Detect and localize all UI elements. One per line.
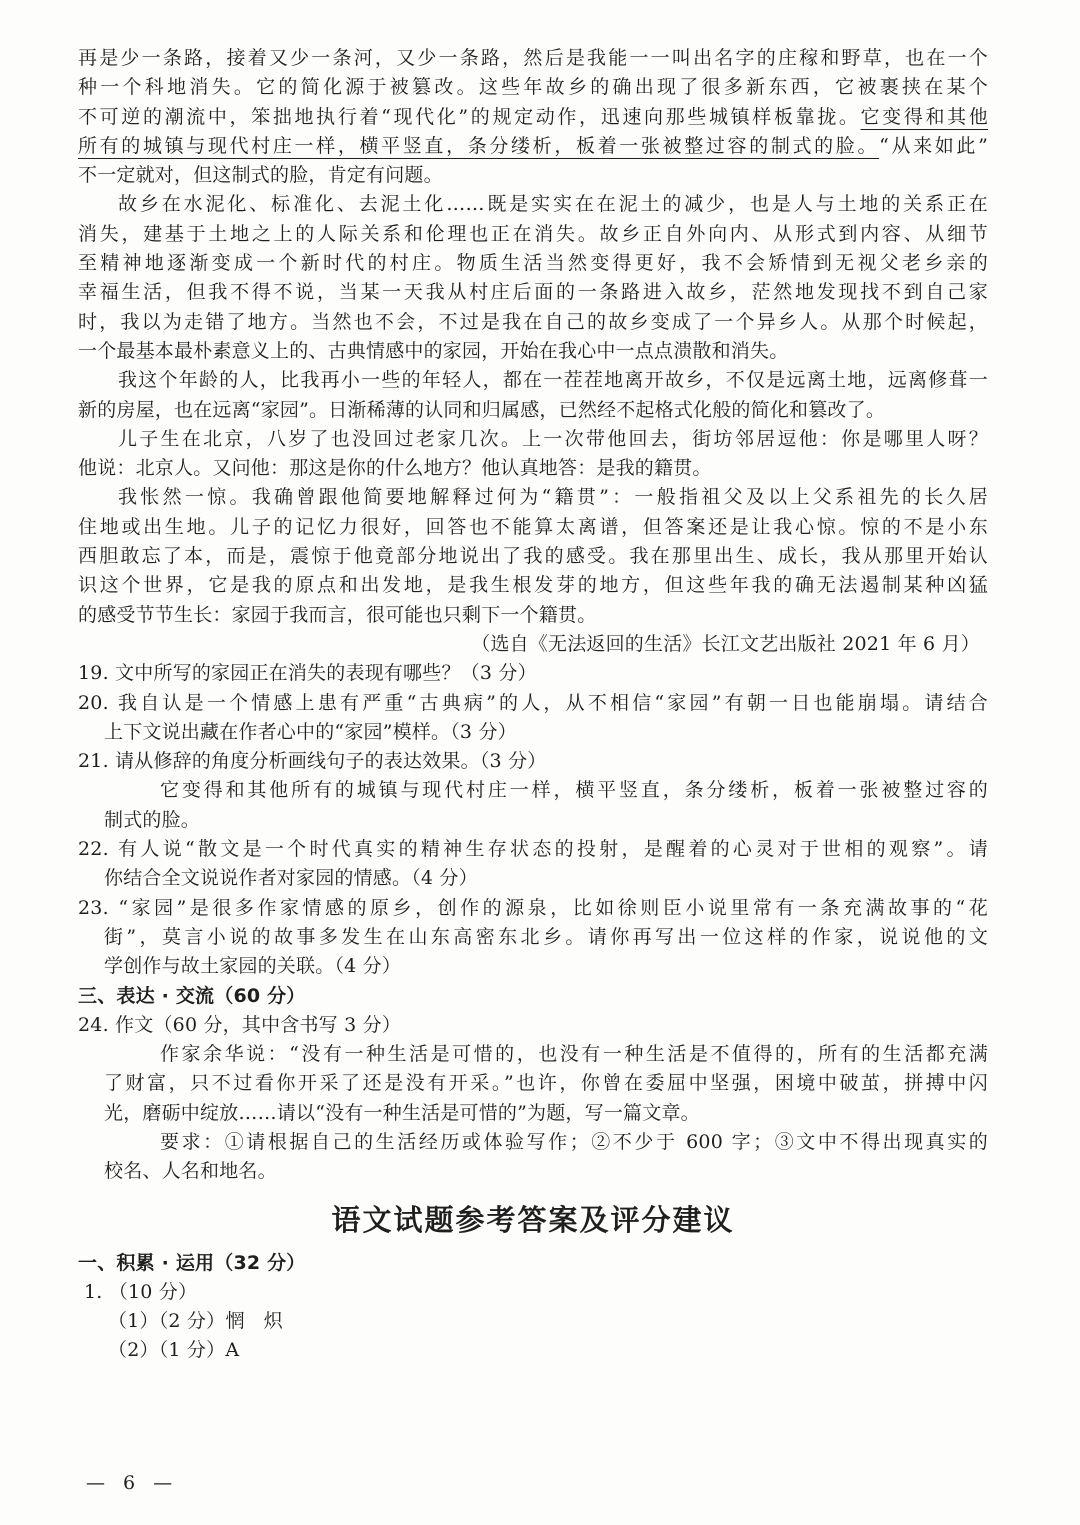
text-span: “从来如此” [879, 134, 988, 157]
page-content [78, 44, 988, 1366]
answer-item: 1. （10 分） [84, 1280, 198, 1303]
text-line: 新的房屋，也在远离“家园”。日渐稀薄的认同和归属感，已然经不起格式化般的简化和篡改了。 [78, 398, 886, 421]
text-line: 再是少一条路，接着又少一条河，又少一条路，然后是我能一一叫出名字的庄稼和野草，也在一个 [78, 47, 988, 69]
text-line: 你结合全文说说作者对家园的情感。（4 分） [104, 867, 478, 890]
section-title: 三、表达 · 交流（60 分） [78, 984, 306, 1007]
text-line [78, 103, 988, 132]
underlined-sentence: 所有的城镇与现代村庄一样，横平竖直，条分缕析，板着一张被整过容的制式的脸。 [78, 134, 880, 157]
text-line: 它变得和其他所有的城镇与现代村庄一样，横平竖直，条分缕析，板着一张被整过容的 [160, 779, 988, 802]
question-19: 19. 文中所写的家园正在消失的表现有哪些？（3 分） [78, 662, 537, 685]
answer-section-title: 一、积累 · 运用（32 分） [78, 1251, 306, 1274]
text-line: 了财富，只不过看你开采了还是没有开采。”也许，你曾在委屈中坚强，困境中破茧，拼搏中闪 [104, 1072, 988, 1095]
text-line: 校名、人名和地名。 [104, 1160, 277, 1183]
answer-key-title: 语文试题参考答案及评分建议 [331, 1202, 735, 1237]
text-line: 作家余华说：“没有一种生活是可惜的，也没有一种生活是不值得的，所有的生活都充满 [160, 1043, 988, 1066]
passage-source: （选自《无法返回的生活》长江文艺出版社 2021 年 6 月） [471, 632, 980, 655]
text-line: 故乡在水泥化、标准化、去泥土化……既是实实在在泥土的减少，也是人与土地的关系正在 [118, 193, 988, 216]
text-line: 不一定就对，但这制式的脸，肯定有问题。 [78, 164, 443, 187]
question-21-quote [78, 776, 988, 835]
text-line: 至精神地逐渐变成一个新时代的村庄。物质生活当然变得更好，我不会矫情到无视父老乡亲的 [78, 252, 988, 275]
text-line: 22. 有人说“散文是一个时代真实的精神生存状态的投射，是醒着的心灵对于世相的观察”。请 [78, 838, 988, 861]
text-line: 要求：①请根据自己的生活经历或体验写作；②不少于 600 字；③文中不得出现真实的 [160, 1130, 988, 1153]
essay-prompt [78, 1040, 988, 1128]
text-line: 制式的脸。 [104, 808, 201, 831]
text-line: 街”，莫言小说的故事多发生在山东高密东北乡。请你再写出一位这样的作家，说说他的文 [104, 925, 988, 948]
answer-subitem: （1）（2 分）惘 炽 [108, 1310, 283, 1333]
passage-paragraph-2 [78, 190, 988, 366]
text-line: 20. 我自认是一个情感上患有严重“古典病”的人，从不相信“家园”有朝一日也能崩塌。请结合 [78, 691, 988, 714]
question-23 [78, 894, 988, 982]
text-line: 西胆敢忘了本，而是，震惊于他竟部分地说出了我的感受。我在那里出生、成长，我从那里开始认 [78, 545, 988, 568]
passage-paragraph-3 [78, 366, 988, 425]
question-21: 21. 请从修辞的角度分析画线句子的表达效果。（3 分） [78, 750, 547, 773]
text-line: 学创作与故土家园的关联。（4 分） [104, 955, 402, 978]
text-line: 时，我以为走错了地方。当然也不会，不过是我在自己的故乡变成了一个异乡人。从那个时候起， [78, 310, 988, 333]
essay-requirements [78, 1128, 988, 1187]
text-line: 的感受节节生长：家园于我而言，很可能也只剩下一个籍贯。 [78, 603, 597, 626]
text-span: 不可逆的潮流中，笨拙地执行着“现代化”的规定动作，迅速向那些城镇样板靠拢。 [78, 105, 861, 128]
question-22 [78, 835, 988, 894]
text-line: 幸福生活，但我不得不说，当某一天我从村庄后面的一条路进入故乡，茫然地发现找不到自己家 [78, 281, 988, 304]
text-line: 他说：北京人。又问他：那这是你的什么地方？他认真地答：是我的籍贯。 [78, 457, 712, 480]
question-24: 24. 作文（60 分，其中含书写 3 分） [78, 1013, 402, 1036]
text-line: 23. “家园”是很多作家情感的原乡，创作的源泉，比如徐则臣小说里常有一条充满故事的“花 [78, 896, 988, 919]
page-number: — 6 — [86, 1472, 179, 1494]
text-line: 识这个世界，它是我的原点和出发地，是我生根发芽的地方，但这些年我的确无法遏制某种凶猛 [78, 574, 988, 597]
question-20 [78, 689, 988, 748]
text-line: 我这个年龄的人，比我再小一些的年轻人，都在一茬茬地离开故乡，不仅是远离土地，远离修葺一 [118, 369, 988, 392]
text-line: 消失，建基于土地之上的人际关系和伦理也正在消失。故乡正自外向内、从形式到内容、从细节 [78, 222, 988, 245]
text-line: 住地或出生地。儿子的记忆力很好，回答也不能算太离谱，但答案还是让我心惊。惊的不是小东 [78, 515, 988, 538]
passage-paragraph-5 [78, 483, 988, 629]
text-line: 儿子生在北京，八岁了也没回过老家几次。上一次带他回去，街坊邻居逗他：你是哪里人呀？ [118, 427, 988, 450]
text-line: 上下文说出藏在作者心中的“家园”模样。（3 分） [104, 720, 517, 743]
text-line: 我怅然一惊。我确曾跟他简要地解释过何为“籍贯”：一般指祖父及以上父系祖先的长久居 [118, 486, 988, 509]
passage-paragraph-1 [78, 44, 988, 190]
answer-subitem: （2）（1 分）A [108, 1339, 240, 1362]
text-line: 种一个科地消失。它的简化源于被篡改。这些年故乡的确出现了很多新东西，它被裹挟在某个 [78, 76, 988, 99]
text-line: 光，磨砺中绽放……请以“没有一种生活是可惜的”为题，写一篇文章。 [104, 1101, 700, 1124]
passage-paragraph-4 [78, 425, 988, 484]
text-line: 一个最基本最朴素意义上的、古典情感中的家园，开始在我心中一点点溃散和消失。 [78, 339, 789, 362]
text-line [78, 132, 988, 161]
underlined-sentence: 它变得和其他 [860, 105, 988, 128]
